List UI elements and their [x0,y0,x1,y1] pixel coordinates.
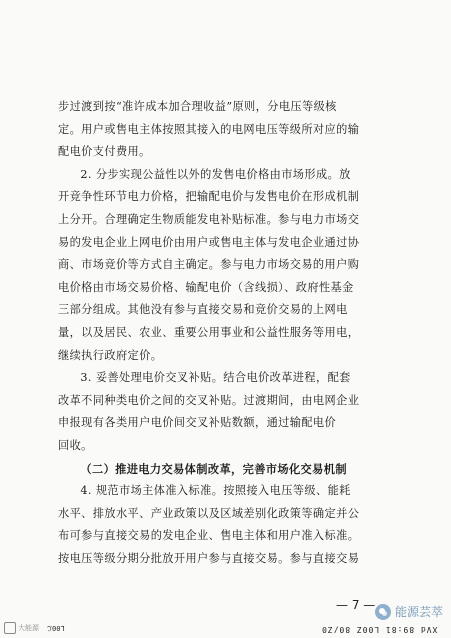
text-line: 步过渡到按“准许成本加合理收益”原则，分电压等级核 [58,100,337,113]
page-number: — 7 — [336,598,376,612]
text-line: 按电压等级分期分批放开用户参与直接交易。参与直接交易 [58,551,360,565]
paragraph-3 [58,367,390,457]
text-line: 定。用户或售电主体按照其接入的电网电压等级所对应的输 [58,122,360,136]
paragraph-2 [58,164,390,367]
text-line: 配电价支付费用。 [58,145,151,159]
fax-code: L00ℒ [47,624,65,632]
text-line: 开竞争性环节电力价格，把输配电价与发售电价在形成机制 [58,190,360,204]
document-body [58,96,390,570]
text-line: 继续执行政府定价。 [58,348,163,362]
text-line: 上分开。合理确定生物质能发电补贴标准。参与电力市场交 [58,212,360,226]
text-line: 易的发电企业上网电价由用户或售电主体与发电企业通过协 [58,235,360,249]
text-line: 4. 规范市场主体准入标准。按照接入电压等级、能耗 [80,484,351,498]
text-line: 电价格由市场交易价格、输配电价（含线损）、政府性基金 [58,280,354,294]
text-line: 三部分组成。其他没有参与直接交易和竞价交易的上网电 [58,303,348,317]
text-line: 水平、排放水平、产业政策以及区域差别化政策等确定并公 [58,506,360,520]
paragraph-4 [58,480,390,570]
watermark-left-label: 大能源 [18,624,39,632]
text-line: 3. 妥善处理电价交叉补贴。结合电价改革进程，配套 [80,371,351,385]
fax-transmission-footer: XVd 89:81 L00Z 80/Z0 [320,625,437,634]
watermark-right [375,603,443,620]
text-line: 布可参与直接交易的发电企业、售电主体和用户准入标准。 [58,529,360,543]
text-line: 商、市场竞价等方式自主确定。参与电力市场交易的用户购 [58,258,360,272]
text-line: 改革不同种类电价之间的交叉补贴。过渡期间，由电网企业 [58,393,360,407]
text-line: 回收。 [58,438,93,452]
text-line: 申报现有各类用户电价间交叉补贴数额，通过输配电价 [58,416,337,430]
section-heading: （二）推进电力交易体制改革，完善市场化交易机制 [80,461,347,476]
text-line: 量，以及居民、农业、重要公用事业和公益性服务等用电， [58,325,360,339]
wechat-logo-icon [375,604,391,620]
paragraph-1 [58,96,390,164]
chat-icon [4,622,16,634]
watermark-label: 能源芸萃 [394,605,443,619]
watermark-left [4,622,65,634]
text-line: 2. 分步实现公益性以外的发售电价格由市场形成。放 [80,167,351,181]
